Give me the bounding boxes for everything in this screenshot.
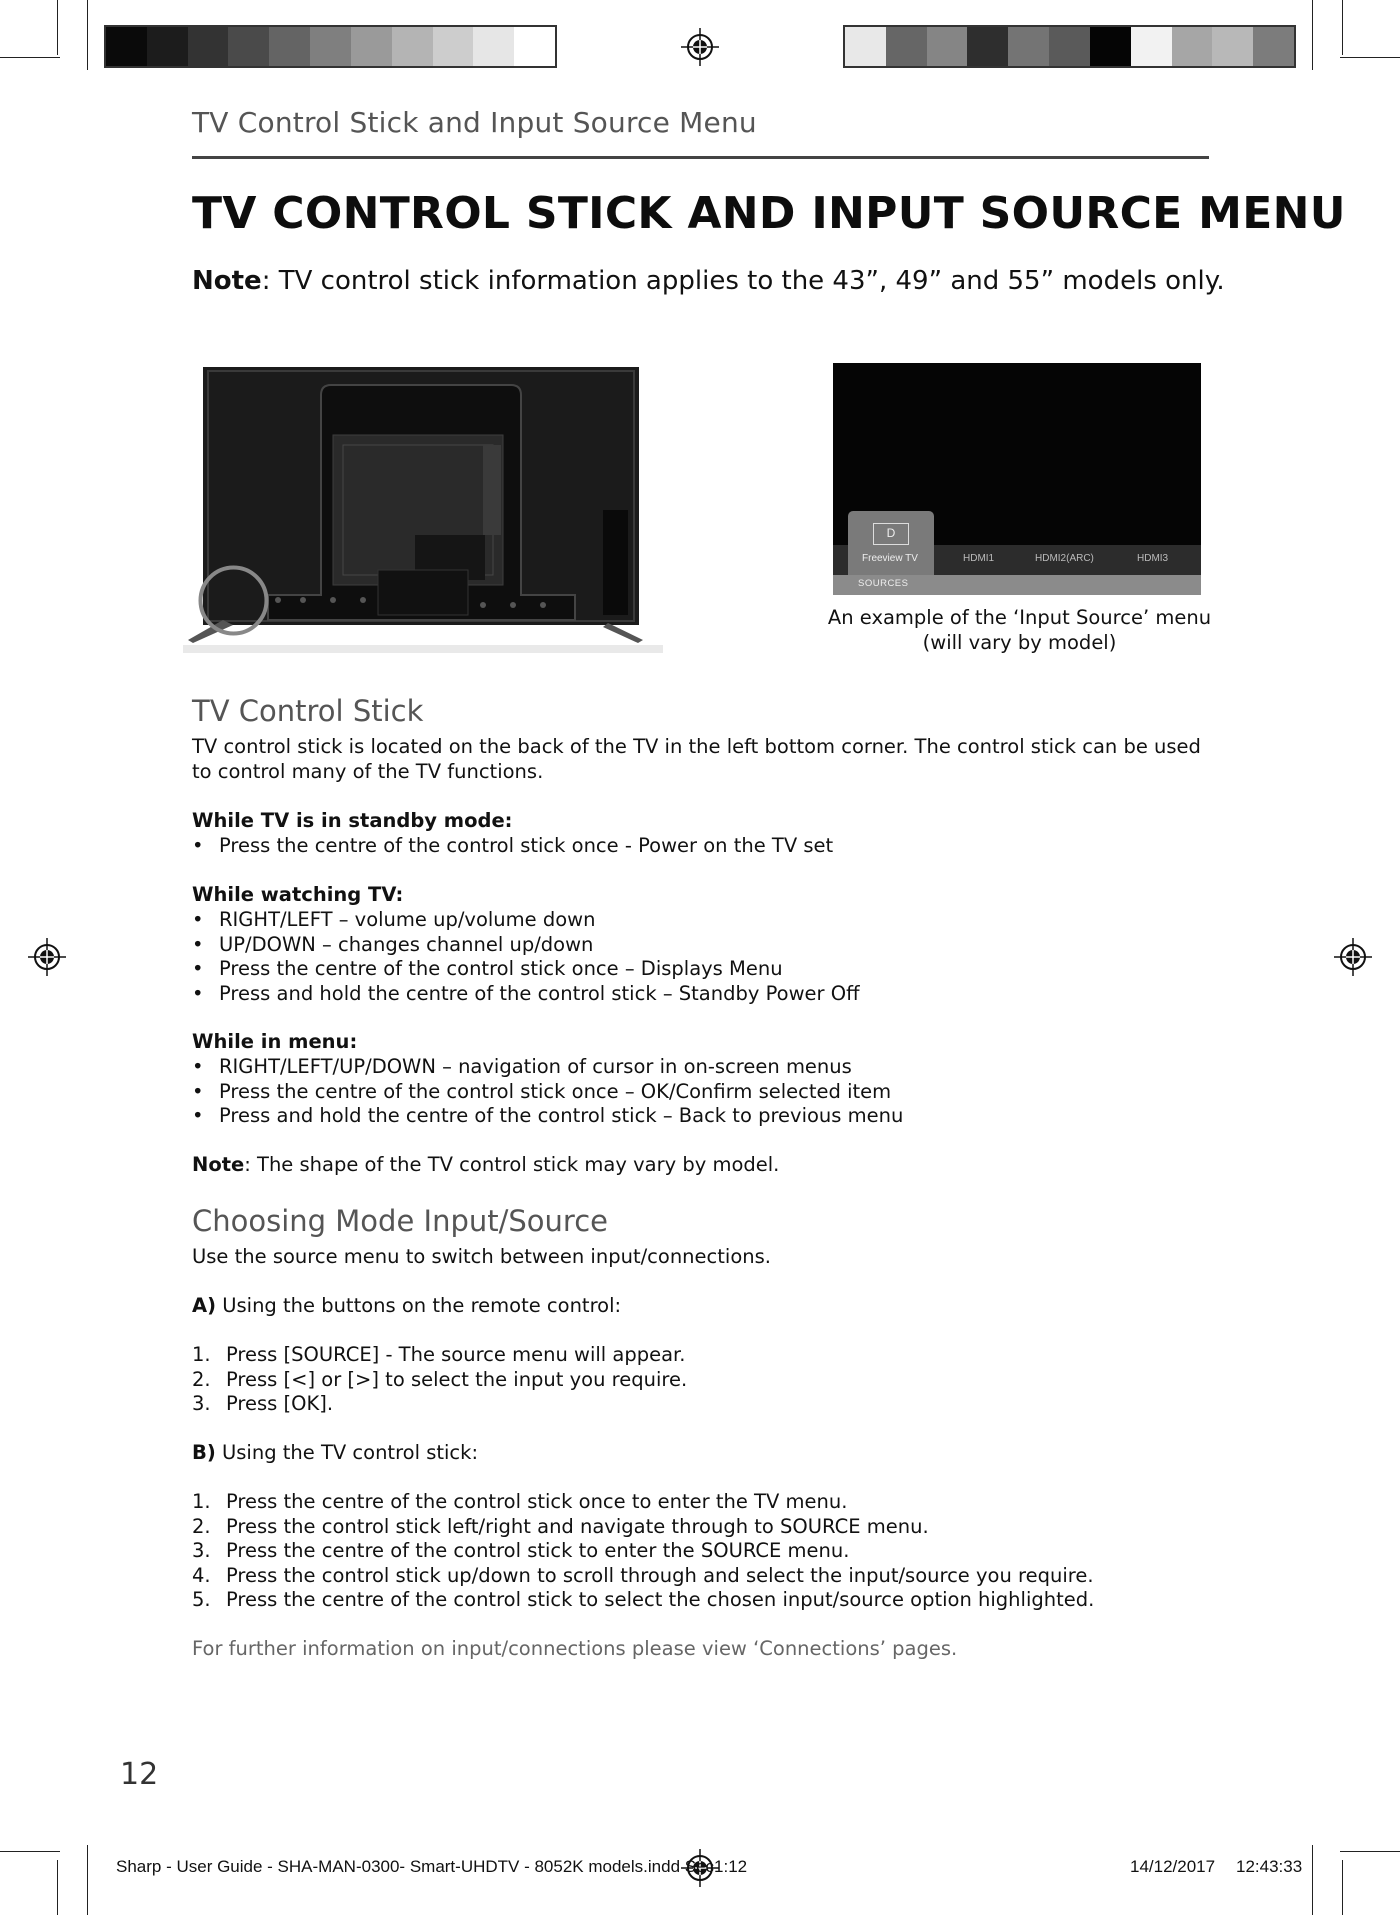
input-source-menu-example <box>833 363 1201 595</box>
registration-mark-icon <box>28 938 66 976</box>
registration-mark-icon <box>681 28 719 66</box>
list-item: 2. Press [<] or [>] to select the input you require. <box>192 1367 688 1391</box>
list-item: • UP/DOWN – changes channel up/down <box>192 932 594 956</box>
source-tab-hdmi3: HDMI3 <box>1137 553 1169 564</box>
shape-note-text: : The shape of the TV control stick may vary by model. <box>244 1153 780 1176</box>
shape-note <box>192 1153 1222 1178</box>
print-slug: Sharp - User Guide - SHA-MAN-0300- Smart-UHDTV - 8052K models.indd Sec1:12 <box>116 1857 748 1876</box>
grayscale-color-bar-right <box>843 25 1296 68</box>
print-time: 12:43:33 <box>1236 1857 1303 1876</box>
shape-note-label: Note <box>192 1153 245 1176</box>
list-item: 5. Press the centre of the control stick to select the chosen input/source option highlighted. <box>192 1588 1095 1611</box>
sources-label: SOURCES <box>858 578 909 589</box>
image-caption <box>822 605 1217 655</box>
list-item: • Press the centre of the control stick once - Power on the TV set <box>192 834 834 857</box>
caption-line-1: An example of the ‘Input Source’ menu <box>827 606 1212 629</box>
remote-instructions-label: A) Using the buttons on the remote control: <box>192 1294 622 1317</box>
standby-label: While TV is in standby mode: <box>192 809 513 832</box>
running-head: TV Control Stick and Input Source Menu <box>192 106 757 139</box>
list-item: 3. Press [OK]. <box>192 1392 334 1415</box>
note-text: : TV control stick information applies to the 43”, 49” and 55” models only. <box>261 266 1225 296</box>
list-item: • RIGHT/LEFT/UP/DOWN – navigation of cursor in on-screen menus <box>192 1055 852 1078</box>
list-item: 3. Press the centre of the control stick to enter the SOURCE menu. <box>192 1539 850 1562</box>
grayscale-color-bar-left <box>104 25 557 68</box>
source-tab-hdmi2: HDMI2(ARC) <box>1035 553 1094 564</box>
list-item: 1. Press the centre of the control stick once to enter the TV menu. <box>192 1490 848 1513</box>
list-item: • Press the centre of the control stick once – Displays Menu <box>192 957 783 980</box>
page-title: TV CONTROL STICK AND INPUT SOURCE MENU <box>192 188 1346 239</box>
page-number: 12 <box>120 1757 159 1792</box>
further-info-note: For further information on input/connections please view ‘Connections’ pages. <box>192 1637 958 1660</box>
source-tile-icon: D <box>873 523 909 545</box>
list-item: • Press and hold the centre of the control stick – Back to previous menu <box>192 1104 904 1127</box>
list-item: • Press and hold the centre of the control stick – Standby Power Off <box>192 981 860 1005</box>
sources-footer <box>833 575 1201 595</box>
list-item: 1. Press [SOURCE] - The source menu will appear. <box>192 1343 686 1366</box>
print-date: 14/12/2017 <box>1130 1857 1216 1876</box>
control-stick-intro: TV control stick is located on the back of the TV in the left bottom corner. The control stick can be used to control many of the TV functions. <box>192 735 1201 783</box>
note-label: Note <box>192 266 262 296</box>
list-item: • Press the centre of the control stick once – OK/Confirm selected item <box>192 1079 892 1103</box>
list-item: • RIGHT/LEFT – volume up/volume down <box>192 908 596 931</box>
header-rule <box>192 156 1209 159</box>
source-tab-freeview: Freeview TV <box>862 553 918 564</box>
registration-mark-icon <box>1334 938 1372 976</box>
menu-label: While in menu: <box>192 1030 358 1053</box>
stick-instructions-label: B) Using the TV control stick: <box>192 1441 479 1464</box>
section-heading-input-source: Choosing Mode Input/Source <box>192 1204 608 1238</box>
caption-line-2: (will vary by model) <box>922 631 1117 654</box>
source-tab-hdmi1: HDMI1 <box>963 553 995 564</box>
list-item: 2. Press the control stick left/right and navigate through to SOURCE menu. <box>192 1514 929 1538</box>
models-note <box>192 266 1225 296</box>
section-heading-control-stick: TV Control Stick <box>192 694 424 728</box>
list-item: 4. Press the control stick up/down to scroll through and select the input/source you require. <box>192 1563 1094 1587</box>
control-stick-highlight-icon <box>196 563 271 638</box>
input-source-intro: Use the source menu to switch between input/connections. <box>192 1245 771 1268</box>
watching-label: While watching TV: <box>192 883 404 906</box>
